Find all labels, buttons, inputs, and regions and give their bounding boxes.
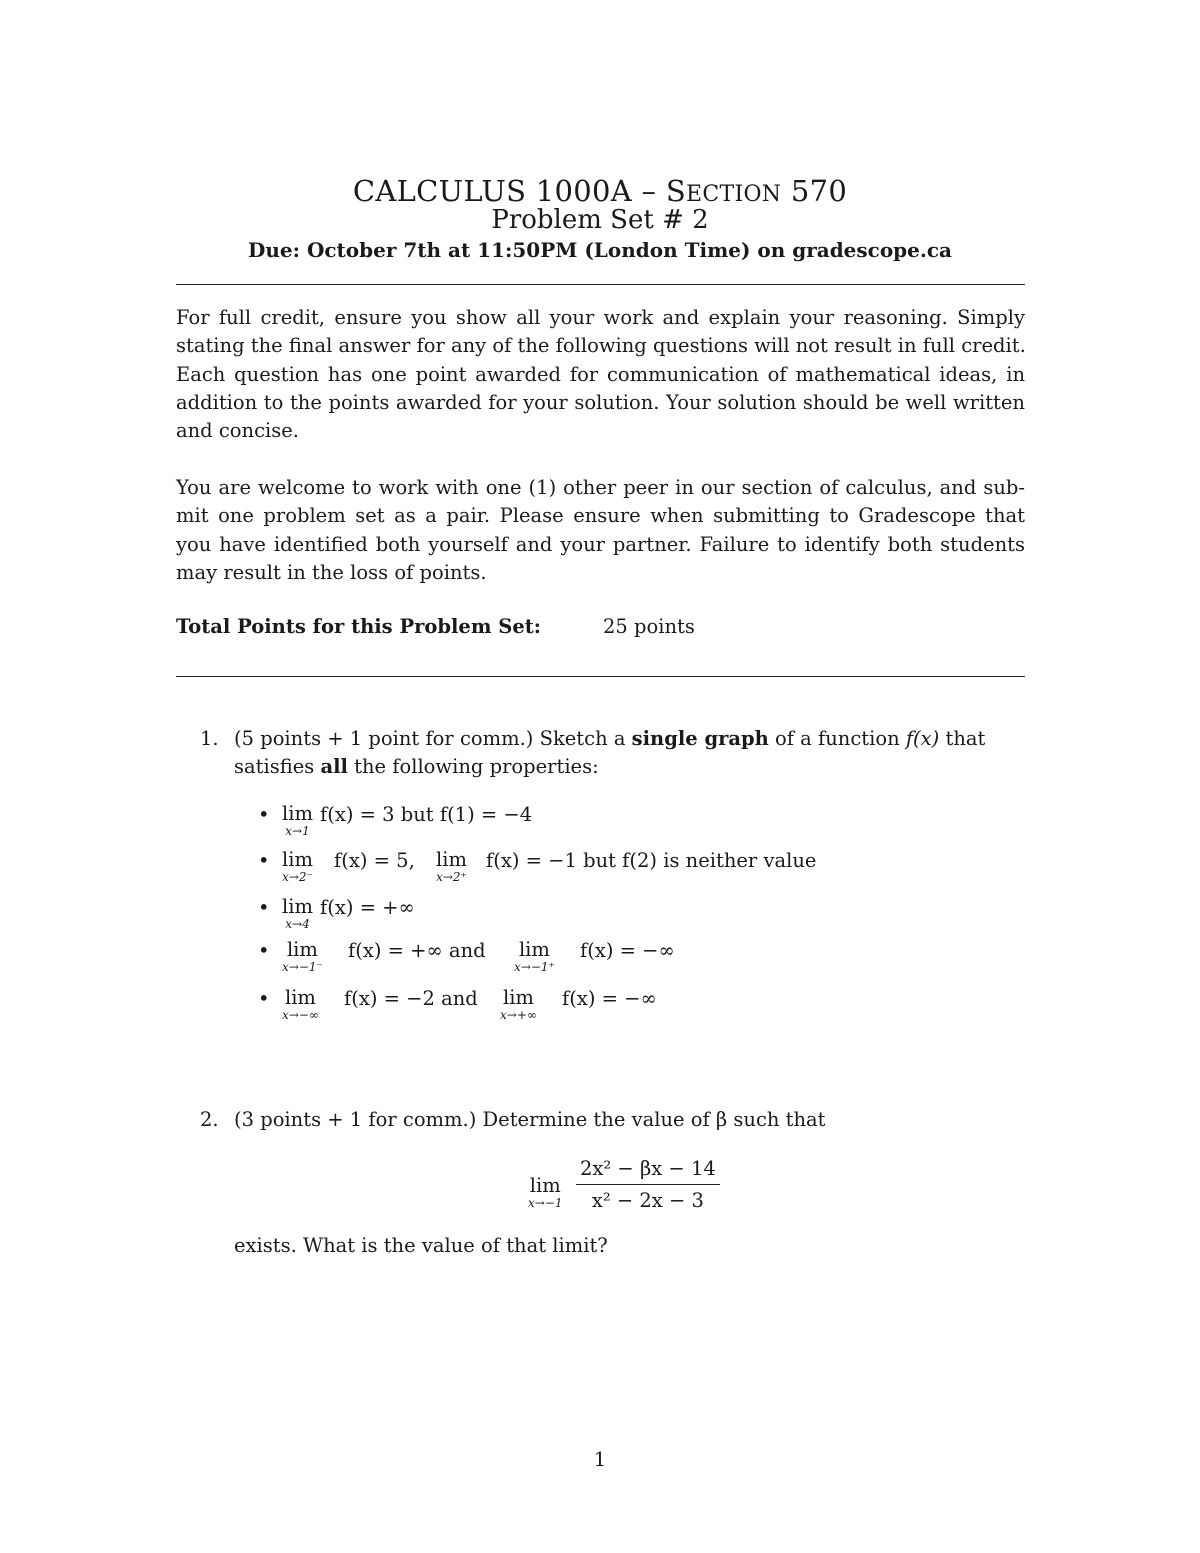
fraction-denominator: x² − 2x − 3 (591, 1189, 704, 1212)
bottom-divider (176, 676, 1025, 677)
total-points-label: Total Points for this Problem Set: (176, 615, 541, 638)
bullet-marker: • (258, 896, 270, 919)
question-1-number: 1. (200, 727, 219, 750)
instructions-paragraph: For full credit, ensure you show all your work and explain your reasoning. Simply stating the final answer for any of the following questions will not result in full credit. Each question has one point awarded for communication of mathematical ideas, in addition to the points awarded for your solution. Your solution should be well written and concise. (176, 306, 1026, 443)
limit-operator: lim x→−∞ (282, 986, 319, 1022)
limit-expression: f(x) = −2 and (344, 987, 478, 1010)
limit-operator: lim x→4 (282, 895, 313, 931)
top-divider (176, 284, 1025, 285)
collaboration-paragraph: You are welcome to work with one (1) other peer in our section of calculus, and sub- mit one problem set as a pair. Please ensure when submitting to Gradescope that you have identified both yourself and your partner. Failure to identify both students may result in the loss of points. (176, 476, 1025, 584)
total-points-value: 25 points (603, 615, 695, 638)
limit-expression: f(x) = 3 but f(1) = −4 (320, 803, 533, 826)
limit-expression: f(x) = −1 but f(2) is neither value (486, 849, 817, 872)
bullet-marker: • (258, 987, 270, 1010)
due-date-line: Due: October 7th at 11:50PM (London Time) on gradescope.ca (248, 238, 952, 262)
limit-operator: lim x→+∞ (500, 986, 537, 1022)
limit-operator: lim x→2⁺ (436, 848, 467, 884)
limit-expression: f(x) = +∞ and (348, 939, 486, 962)
document-subtitle: Problem Set # 2 (491, 205, 709, 235)
fraction-numerator: 2x² − βx − 14 (576, 1157, 720, 1185)
question-1-line-2: satisfies all the following properties: (234, 755, 599, 778)
question-2-line-1: (3 points + 1 for comm.) Determine the value of β such that (234, 1108, 826, 1131)
question-2-followup: exists. What is the value of that limit? (234, 1234, 608, 1257)
bullet-marker: • (258, 939, 270, 962)
limit-expression: f(x) = +∞ (320, 896, 415, 919)
bullet-marker: • (258, 849, 270, 872)
limit-expression: f(x) = −∞ (580, 939, 675, 962)
limit-fraction (576, 1157, 720, 1212)
limit-expression: f(x) = −∞ (562, 987, 657, 1010)
limit-operator: lim x→−1 (528, 1174, 563, 1210)
limit-operator: lim x→2⁻ (282, 848, 313, 884)
question-2-number: 2. (200, 1108, 219, 1131)
limit-expression: f(x) = 5, (334, 849, 415, 872)
page-number: 1 (593, 1448, 607, 1471)
question-1-line-1: (5 points + 1 point for comm.) Sketch a single graph of a function f(x) that (234, 727, 986, 750)
bullet-marker: • (258, 803, 270, 826)
limit-operator: lim x→−1⁻ (282, 938, 323, 974)
limit-operator: lim x→1 (282, 802, 313, 838)
limit-operator: lim x→−1⁺ (514, 938, 555, 974)
document-title: CALCULUS 1000A – SECTION 570 (352, 174, 848, 208)
